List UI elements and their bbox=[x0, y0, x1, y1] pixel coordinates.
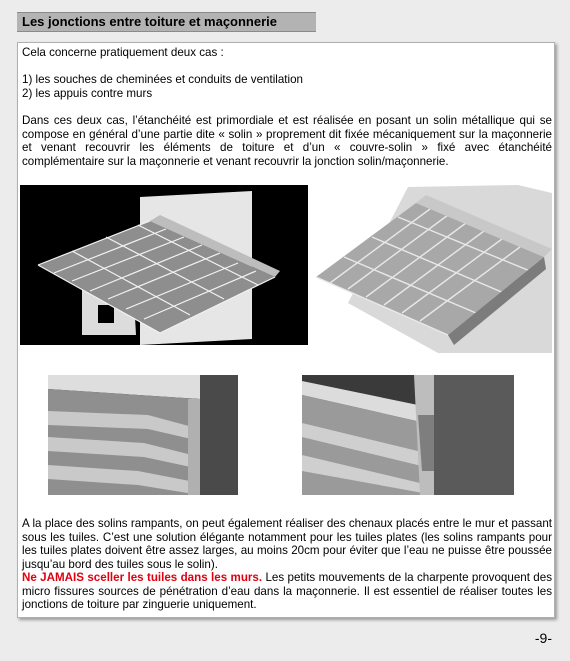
case-item-1: 1) les souches de cheminées et conduits de ventilation bbox=[22, 73, 303, 86]
warning-text: Ne JAMAIS sceller les tuiles dans les murs. bbox=[22, 571, 263, 584]
figure-roof-wall-cutaway bbox=[20, 185, 326, 345]
content-panel bbox=[17, 42, 555, 618]
section-header bbox=[17, 12, 316, 32]
figure-tiled-roof-wall bbox=[308, 185, 552, 353]
figure-solin-detail bbox=[48, 375, 238, 495]
section-title: Les jonctions entre toiture et maçonnerie bbox=[22, 14, 277, 29]
paragraph-warning bbox=[22, 571, 552, 612]
figure-chenal-detail bbox=[302, 375, 514, 495]
page-number: -9- bbox=[534, 630, 552, 646]
paragraph-chenaux: A la place des solins rampants, on peut également réaliser des chenaux placés entre le mur et passant sous les tuiles. C’est une solution élégante notamment pour les tuiles plates (les solins rampants pour les tuiles plates doivent être assez larges, au moins 20cm pour éviter que l’eau ne puisse être poussée jusqu’au bord des tuiles sous le solin). bbox=[22, 517, 552, 571]
warning-explanation: Les petits mouvements de la charpente provoquent des micro fissures sources de pénétration d’eau dans la maçonnerie. Il est essentiel de réaliser toutes les jonctions de toiture par zinguerie uniquement. bbox=[22, 571, 552, 612]
paragraph-solin: Dans ces deux cas, l’étanchéité est primordiale et est réalisée en posant un solin métallique qui se compose en général d’une partie dite « solin » proprement dit fixée mécaniquement sur la maçonnerie et venant recouvrir les éléments de toiture et d’un « couvre-solin » fixé avec étanchéité complémentaire sur la maçonnerie et venant recouvrir la jonction solin/maçonnerie. bbox=[22, 114, 552, 168]
case-item-2: 2) les appuis contre murs bbox=[22, 87, 153, 100]
intro-text: Cela concerne pratiquement deux cas : bbox=[22, 46, 224, 59]
